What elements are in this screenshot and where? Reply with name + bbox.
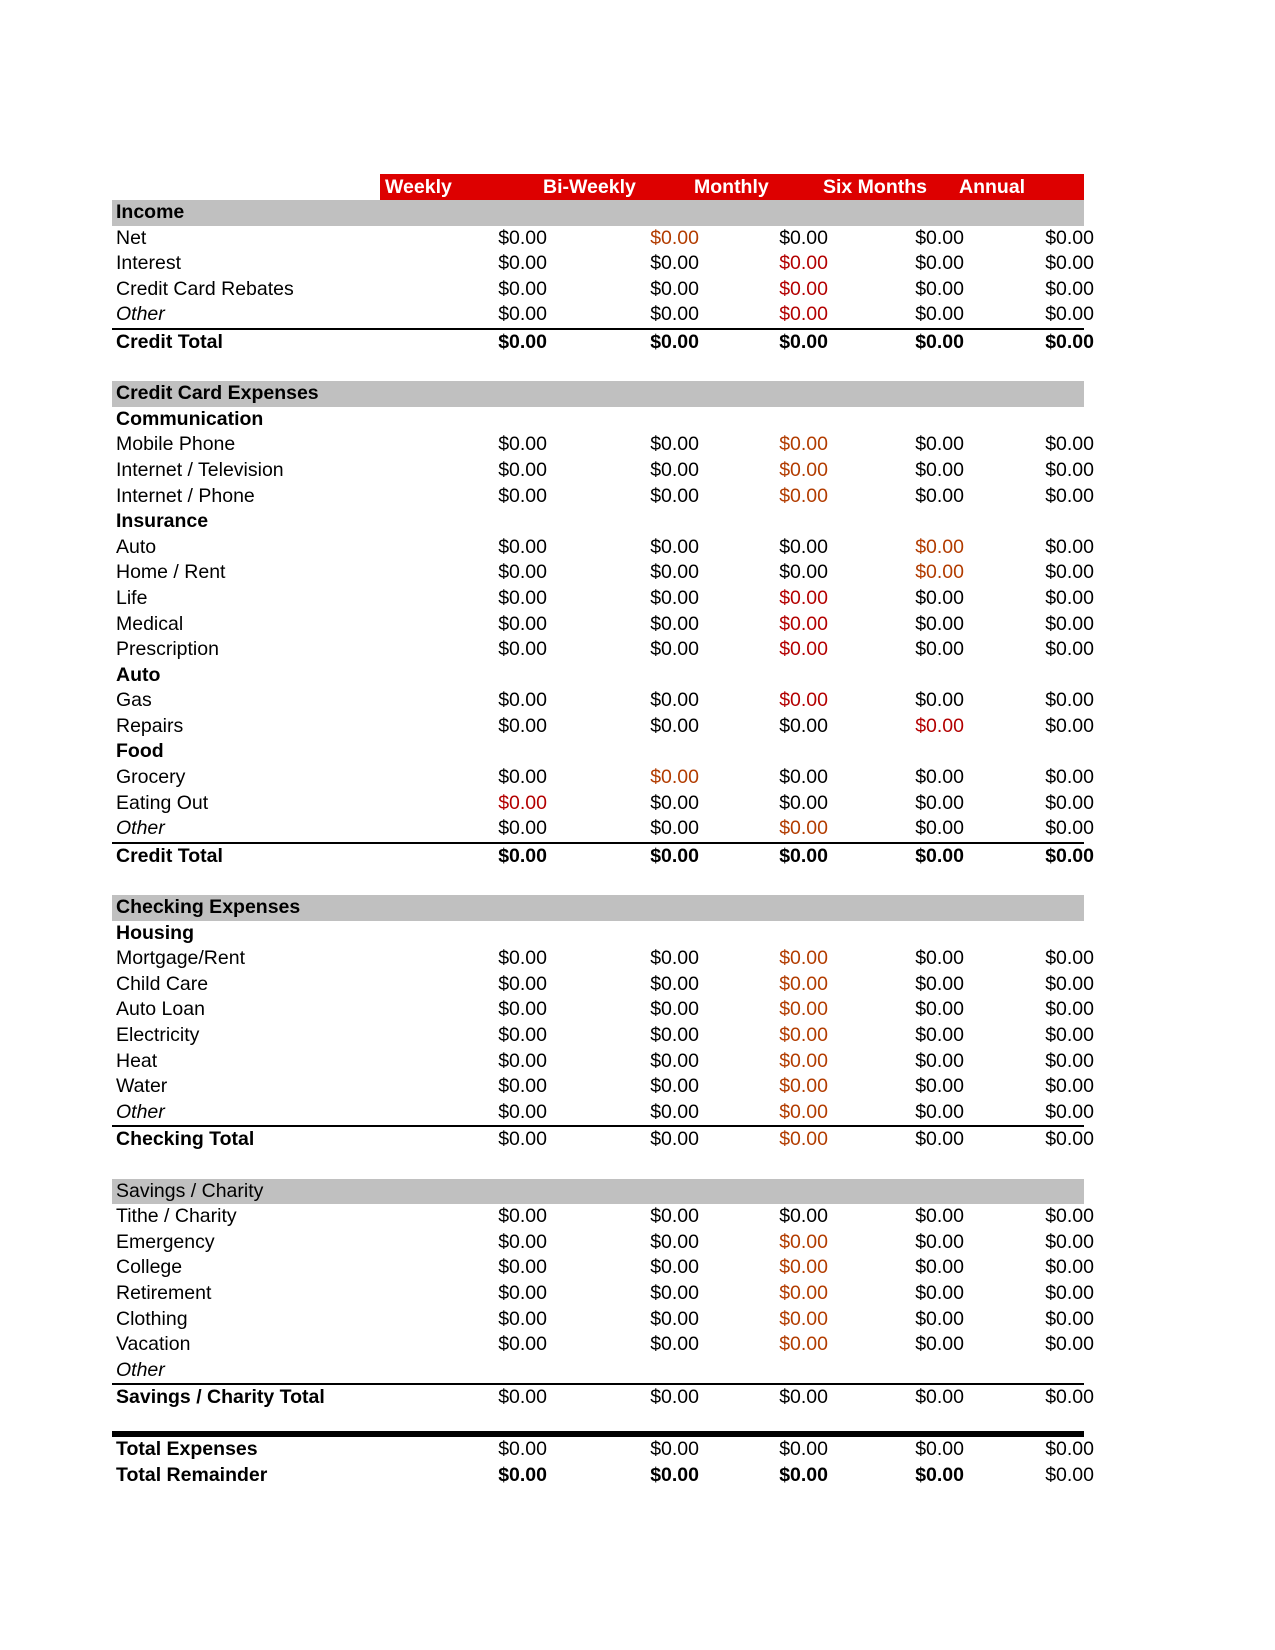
column-header-weekly: Weekly xyxy=(385,176,452,198)
value-cell: $0.00 xyxy=(779,947,828,970)
value-cell: $0.00 xyxy=(498,947,547,970)
value-cell: $0.00 xyxy=(779,1386,828,1409)
value-cell: $0.00 xyxy=(779,1049,828,1072)
value-cell: $0.00 xyxy=(915,226,964,249)
row-label: Auto xyxy=(116,663,161,686)
value-cell: $0.00 xyxy=(650,277,699,300)
value-cell: $0.00 xyxy=(650,484,699,507)
spacer xyxy=(112,1411,1084,1431)
row-label: Other xyxy=(116,817,165,840)
row-label: Total Remainder xyxy=(116,1463,268,1486)
value-cell: $0.00 xyxy=(915,714,964,737)
value-cell: $0.00 xyxy=(915,947,964,970)
value-cell: $0.00 xyxy=(779,586,828,609)
value-cell: $0.00 xyxy=(1045,458,1094,481)
value-cell: $0.00 xyxy=(915,303,964,326)
table-row xyxy=(112,302,1094,328)
table-row xyxy=(112,586,1094,612)
table-row xyxy=(112,1358,1084,1384)
table-row xyxy=(112,946,1094,972)
table-row xyxy=(112,484,1094,510)
value-cell: $0.00 xyxy=(1045,947,1094,970)
value-cell: $0.00 xyxy=(650,1128,699,1151)
row-label: Internet / Television xyxy=(116,458,284,481)
value-cell: $0.00 xyxy=(779,817,828,840)
value-cell: $0.00 xyxy=(650,458,699,481)
row-label: Heat xyxy=(116,1049,158,1072)
value-cell: $0.00 xyxy=(498,1049,547,1072)
row-label: Tithe / Charity xyxy=(116,1205,237,1228)
group-header xyxy=(112,509,1084,535)
table-row xyxy=(112,226,1094,252)
table-row xyxy=(112,1230,1094,1256)
table-row xyxy=(112,1074,1094,1100)
value-cell: $0.00 xyxy=(498,303,547,326)
value-cell: $0.00 xyxy=(1045,766,1094,789)
value-cell: $0.00 xyxy=(650,947,699,970)
table-row xyxy=(112,251,1094,277)
value-cell: $0.00 xyxy=(650,1386,699,1409)
value-cell: $0.00 xyxy=(915,1437,964,1460)
value-cell: $0.00 xyxy=(915,1128,964,1151)
row-label: Water xyxy=(116,1075,168,1098)
value-cell: $0.00 xyxy=(498,330,547,353)
value-cell: $0.00 xyxy=(650,1333,699,1356)
value-cell: $0.00 xyxy=(1045,1205,1094,1228)
value-cell: $0.00 xyxy=(650,535,699,558)
value-cell: $0.00 xyxy=(915,1230,964,1253)
row-label: Electricity xyxy=(116,1024,200,1046)
value-cell: $0.00 xyxy=(498,817,547,840)
value-cell: $0.00 xyxy=(1045,484,1094,507)
value-cell: $0.00 xyxy=(1045,714,1094,737)
value-cell: $0.00 xyxy=(498,1463,547,1486)
value-cell: $0.00 xyxy=(650,1049,699,1072)
column-header-monthly: Monthly xyxy=(694,176,769,198)
row-label: Grocery xyxy=(116,766,186,789)
value-cell: $0.00 xyxy=(915,1049,964,1072)
value-cell: $0.00 xyxy=(498,844,547,867)
value-cell: $0.00 xyxy=(498,972,547,995)
spacer xyxy=(112,356,1084,382)
summary-row xyxy=(112,1437,1094,1463)
row-label: Credit Card Rebates xyxy=(116,277,294,300)
value-cell: $0.00 xyxy=(650,1307,699,1330)
value-cell: $0.00 xyxy=(915,689,964,712)
value-cell: $0.00 xyxy=(915,484,964,507)
section-header xyxy=(112,1179,1084,1205)
value-cell: $0.00 xyxy=(498,638,547,661)
value-cell: $0.00 xyxy=(915,252,964,275)
row-label: Mobile Phone xyxy=(116,433,236,456)
value-cell: $0.00 xyxy=(1045,844,1094,867)
value-cell: $0.00 xyxy=(650,303,699,326)
row-label: Prescription xyxy=(116,638,219,661)
row-label: Net xyxy=(116,226,147,249)
table-row xyxy=(112,1307,1094,1333)
value-cell: $0.00 xyxy=(498,1281,547,1304)
value-cell: $0.00 xyxy=(1045,252,1094,275)
row-label: Home / Rent xyxy=(116,561,226,584)
value-cell: $0.00 xyxy=(498,561,547,584)
value-cell: $0.00 xyxy=(915,1256,964,1279)
table-row xyxy=(112,1281,1094,1307)
value-cell: $0.00 xyxy=(915,1333,964,1356)
spacer xyxy=(112,869,1084,895)
value-cell: $0.00 xyxy=(1045,638,1094,661)
value-cell: $0.00 xyxy=(779,638,828,661)
value-cell: $0.00 xyxy=(1045,586,1094,609)
table-row xyxy=(112,637,1094,663)
value-cell: $0.00 xyxy=(915,1100,964,1123)
value-cell: $0.00 xyxy=(498,277,547,300)
value-cell: $0.00 xyxy=(498,226,547,249)
section-header xyxy=(112,895,1084,921)
value-cell: $0.00 xyxy=(779,1128,828,1151)
value-cell: $0.00 xyxy=(915,561,964,584)
value-cell: $0.00 xyxy=(650,586,699,609)
value-cell: $0.00 xyxy=(915,330,964,353)
value-cell: $0.00 xyxy=(650,612,699,635)
value-cell: $0.00 xyxy=(779,1256,828,1279)
value-cell: $0.00 xyxy=(650,1256,699,1279)
value-cell: $0.00 xyxy=(1045,303,1094,326)
value-cell: $0.00 xyxy=(779,484,828,507)
table-row xyxy=(112,612,1094,638)
group-header xyxy=(112,739,1084,765)
value-cell: $0.00 xyxy=(915,766,964,789)
value-cell: $0.00 xyxy=(779,1075,828,1098)
value-cell: $0.00 xyxy=(779,1437,828,1460)
value-cell: $0.00 xyxy=(779,1205,828,1228)
value-cell: $0.00 xyxy=(1045,817,1094,840)
value-cell: $0.00 xyxy=(498,1307,547,1330)
value-cell: $0.00 xyxy=(779,330,828,353)
value-cell: $0.00 xyxy=(915,1024,964,1046)
row-label: Other xyxy=(116,1358,165,1381)
value-cell: $0.00 xyxy=(915,1463,964,1486)
value-cell: $0.00 xyxy=(650,1024,699,1046)
summary-row xyxy=(112,1463,1094,1489)
budget-rows xyxy=(112,200,1094,1488)
table-row xyxy=(112,972,1094,998)
section-header xyxy=(112,200,1084,226)
row-label: Repairs xyxy=(116,714,184,737)
value-cell: $0.00 xyxy=(779,1230,828,1253)
value-cell: $0.00 xyxy=(779,791,828,814)
value-cell: $0.00 xyxy=(1045,226,1094,249)
value-cell: $0.00 xyxy=(915,535,964,558)
table-row xyxy=(112,714,1094,740)
row-label: Auto xyxy=(116,535,157,558)
table-row xyxy=(112,688,1094,714)
value-cell: $0.00 xyxy=(779,766,828,789)
table-row xyxy=(112,816,1094,842)
value-cell: $0.00 xyxy=(1045,1024,1094,1046)
value-cell: $0.00 xyxy=(915,638,964,661)
value-cell: $0.00 xyxy=(498,252,547,275)
value-cell: $0.00 xyxy=(498,1128,547,1151)
value-cell: $0.00 xyxy=(915,277,964,300)
value-cell: $0.00 xyxy=(1045,1075,1094,1098)
row-label: Food xyxy=(116,740,164,763)
row-label: Credit Card Expenses xyxy=(116,382,319,405)
value-cell: $0.00 xyxy=(498,612,547,635)
table-row xyxy=(112,1049,1094,1075)
value-cell: $0.00 xyxy=(779,612,828,635)
value-cell: $0.00 xyxy=(915,433,964,456)
row-label: Internet / Phone xyxy=(116,484,255,507)
row-label: Other xyxy=(116,1100,165,1123)
table-row xyxy=(112,1332,1094,1358)
row-label: Income xyxy=(116,201,185,223)
row-label: Clothing xyxy=(116,1307,188,1330)
value-cell: $0.00 xyxy=(779,433,828,456)
row-label: Retirement xyxy=(116,1281,212,1304)
value-cell: $0.00 xyxy=(650,638,699,661)
value-cell: $0.00 xyxy=(498,1100,547,1123)
table-row xyxy=(112,458,1094,484)
value-cell: $0.00 xyxy=(650,1281,699,1304)
value-cell: $0.00 xyxy=(1045,1437,1094,1460)
value-cell: $0.00 xyxy=(1045,330,1094,353)
row-label: Savings / Charity xyxy=(116,1179,264,1202)
value-cell: $0.00 xyxy=(1045,1049,1094,1072)
value-cell: $0.00 xyxy=(915,1281,964,1304)
column-header-bi-weekly: Bi-Weekly xyxy=(543,176,636,198)
value-cell: $0.00 xyxy=(498,433,547,456)
row-label: Auto Loan xyxy=(116,998,205,1021)
row-label: Housing xyxy=(116,921,194,944)
value-cell: $0.00 xyxy=(779,277,828,300)
row-label: Interest xyxy=(116,252,182,275)
value-cell: $0.00 xyxy=(779,226,828,249)
value-cell: $0.00 xyxy=(1045,1100,1094,1123)
value-cell: $0.00 xyxy=(498,689,547,712)
value-cell: $0.00 xyxy=(1045,1386,1094,1409)
value-cell: $0.00 xyxy=(779,303,828,326)
value-cell: $0.00 xyxy=(650,817,699,840)
total-row xyxy=(112,328,1094,356)
spacer xyxy=(112,1153,1084,1179)
value-cell: $0.00 xyxy=(1045,972,1094,995)
value-cell: $0.00 xyxy=(650,689,699,712)
value-cell: $0.00 xyxy=(915,998,964,1021)
table-row xyxy=(112,765,1094,791)
row-label: Eating Out xyxy=(116,791,209,814)
table-row xyxy=(112,277,1094,303)
value-cell: $0.00 xyxy=(779,1281,828,1304)
value-cell: $0.00 xyxy=(498,458,547,481)
value-cell: $0.00 xyxy=(915,1307,964,1330)
value-cell: $0.00 xyxy=(779,1100,828,1123)
value-cell: $0.00 xyxy=(779,252,828,275)
value-cell: $0.00 xyxy=(650,1437,699,1460)
value-cell: $0.00 xyxy=(1045,998,1094,1021)
total-row xyxy=(112,1383,1094,1411)
value-cell: $0.00 xyxy=(1045,1307,1094,1330)
table-row xyxy=(112,560,1094,586)
value-cell: $0.00 xyxy=(915,844,964,867)
row-label: Vacation xyxy=(116,1333,191,1356)
value-cell: $0.00 xyxy=(650,561,699,584)
value-cell: $0.00 xyxy=(498,791,547,814)
value-cell: $0.00 xyxy=(915,586,964,609)
value-cell: $0.00 xyxy=(1045,689,1094,712)
row-label: Life xyxy=(116,586,148,609)
value-cell: $0.00 xyxy=(779,1024,828,1046)
value-cell: $0.00 xyxy=(650,1463,699,1486)
value-cell: $0.00 xyxy=(498,1333,547,1356)
value-cell: $0.00 xyxy=(915,817,964,840)
value-cell: $0.00 xyxy=(915,1386,964,1409)
group-header xyxy=(112,921,1084,947)
value-cell: $0.00 xyxy=(1045,535,1094,558)
value-cell: $0.00 xyxy=(779,689,828,712)
row-label: Emergency xyxy=(116,1230,215,1253)
section-header xyxy=(112,381,1084,407)
value-cell: $0.00 xyxy=(650,714,699,737)
row-label: Insurance xyxy=(116,510,209,533)
total-row xyxy=(112,1125,1094,1153)
row-label: Medical xyxy=(116,612,184,635)
row-label: Total Expenses xyxy=(116,1437,258,1460)
value-cell: $0.00 xyxy=(650,1230,699,1253)
row-label: Child Care xyxy=(116,972,209,995)
row-label: Checking Expenses xyxy=(116,896,301,919)
value-cell: $0.00 xyxy=(498,1075,547,1098)
value-cell: $0.00 xyxy=(1045,1333,1094,1356)
value-cell: $0.00 xyxy=(498,484,547,507)
value-cell: $0.00 xyxy=(1045,561,1094,584)
row-label: Savings / Charity Total xyxy=(116,1386,325,1409)
value-cell: $0.00 xyxy=(498,535,547,558)
value-cell: $0.00 xyxy=(1045,612,1094,635)
value-cell: $0.00 xyxy=(498,1230,547,1253)
value-cell: $0.00 xyxy=(650,226,699,249)
row-label: Other xyxy=(116,303,165,326)
value-cell: $0.00 xyxy=(915,791,964,814)
value-cell: $0.00 xyxy=(1045,791,1094,814)
value-cell: $0.00 xyxy=(498,766,547,789)
value-cell: $0.00 xyxy=(498,998,547,1021)
value-cell: $0.00 xyxy=(779,972,828,995)
value-cell: $0.00 xyxy=(1045,1463,1094,1486)
total-row xyxy=(112,842,1094,870)
group-header xyxy=(112,663,1084,689)
value-cell: $0.00 xyxy=(779,1333,828,1356)
table-row xyxy=(112,1023,1094,1049)
value-cell: $0.00 xyxy=(650,844,699,867)
value-cell: $0.00 xyxy=(498,1437,547,1460)
value-cell: $0.00 xyxy=(650,1100,699,1123)
value-cell: $0.00 xyxy=(650,433,699,456)
value-cell: $0.00 xyxy=(650,791,699,814)
value-cell: $0.00 xyxy=(498,714,547,737)
value-cell: $0.00 xyxy=(650,252,699,275)
value-cell: $0.00 xyxy=(779,714,828,737)
value-cell: $0.00 xyxy=(650,998,699,1021)
table-row xyxy=(112,997,1094,1023)
value-cell: $0.00 xyxy=(650,1205,699,1228)
value-cell: $0.00 xyxy=(915,972,964,995)
value-cell: $0.00 xyxy=(650,330,699,353)
value-cell: $0.00 xyxy=(1045,277,1094,300)
table-row xyxy=(112,535,1094,561)
value-cell: $0.00 xyxy=(1045,1256,1094,1279)
value-cell: $0.00 xyxy=(779,1307,828,1330)
value-cell: $0.00 xyxy=(915,1205,964,1228)
value-cell: $0.00 xyxy=(650,766,699,789)
value-cell: $0.00 xyxy=(915,1075,964,1098)
table-row xyxy=(112,1100,1094,1126)
row-label: College xyxy=(116,1256,183,1279)
row-label: Mortgage/Rent xyxy=(116,947,245,970)
table-row xyxy=(112,1255,1094,1281)
value-cell: $0.00 xyxy=(650,1075,699,1098)
column-header-six-months: Six Months xyxy=(823,176,928,198)
value-cell: $0.00 xyxy=(779,998,828,1021)
row-label: Credit Total xyxy=(116,844,223,867)
value-cell: $0.00 xyxy=(1045,1230,1094,1253)
value-cell: $0.00 xyxy=(915,458,964,481)
value-cell: $0.00 xyxy=(1045,1281,1094,1304)
group-header xyxy=(112,407,1084,433)
value-cell: $0.00 xyxy=(915,612,964,635)
value-cell: $0.00 xyxy=(1045,1128,1094,1151)
row-label: Credit Total xyxy=(116,330,223,353)
value-cell: $0.00 xyxy=(779,844,828,867)
value-cell: $0.00 xyxy=(779,535,828,558)
column-header-row xyxy=(112,174,1084,200)
table-row xyxy=(112,432,1094,458)
table-row xyxy=(112,791,1094,817)
value-cell: $0.00 xyxy=(779,561,828,584)
value-cell: $0.00 xyxy=(498,1256,547,1279)
row-label: Gas xyxy=(116,689,152,712)
value-cell: $0.00 xyxy=(498,1205,547,1228)
row-label: Communication xyxy=(116,407,264,430)
budget-sheet xyxy=(112,174,1094,1488)
column-header-annual: Annual xyxy=(959,176,1026,198)
value-cell: $0.00 xyxy=(779,458,828,481)
value-cell: $0.00 xyxy=(779,1463,828,1486)
value-cell: $0.00 xyxy=(1045,433,1094,456)
value-cell: $0.00 xyxy=(650,972,699,995)
value-cell: $0.00 xyxy=(498,1024,547,1046)
row-label: Checking Total xyxy=(116,1128,255,1151)
value-cell: $0.00 xyxy=(498,1386,547,1409)
table-row xyxy=(112,1204,1094,1230)
value-cell: $0.00 xyxy=(498,586,547,609)
